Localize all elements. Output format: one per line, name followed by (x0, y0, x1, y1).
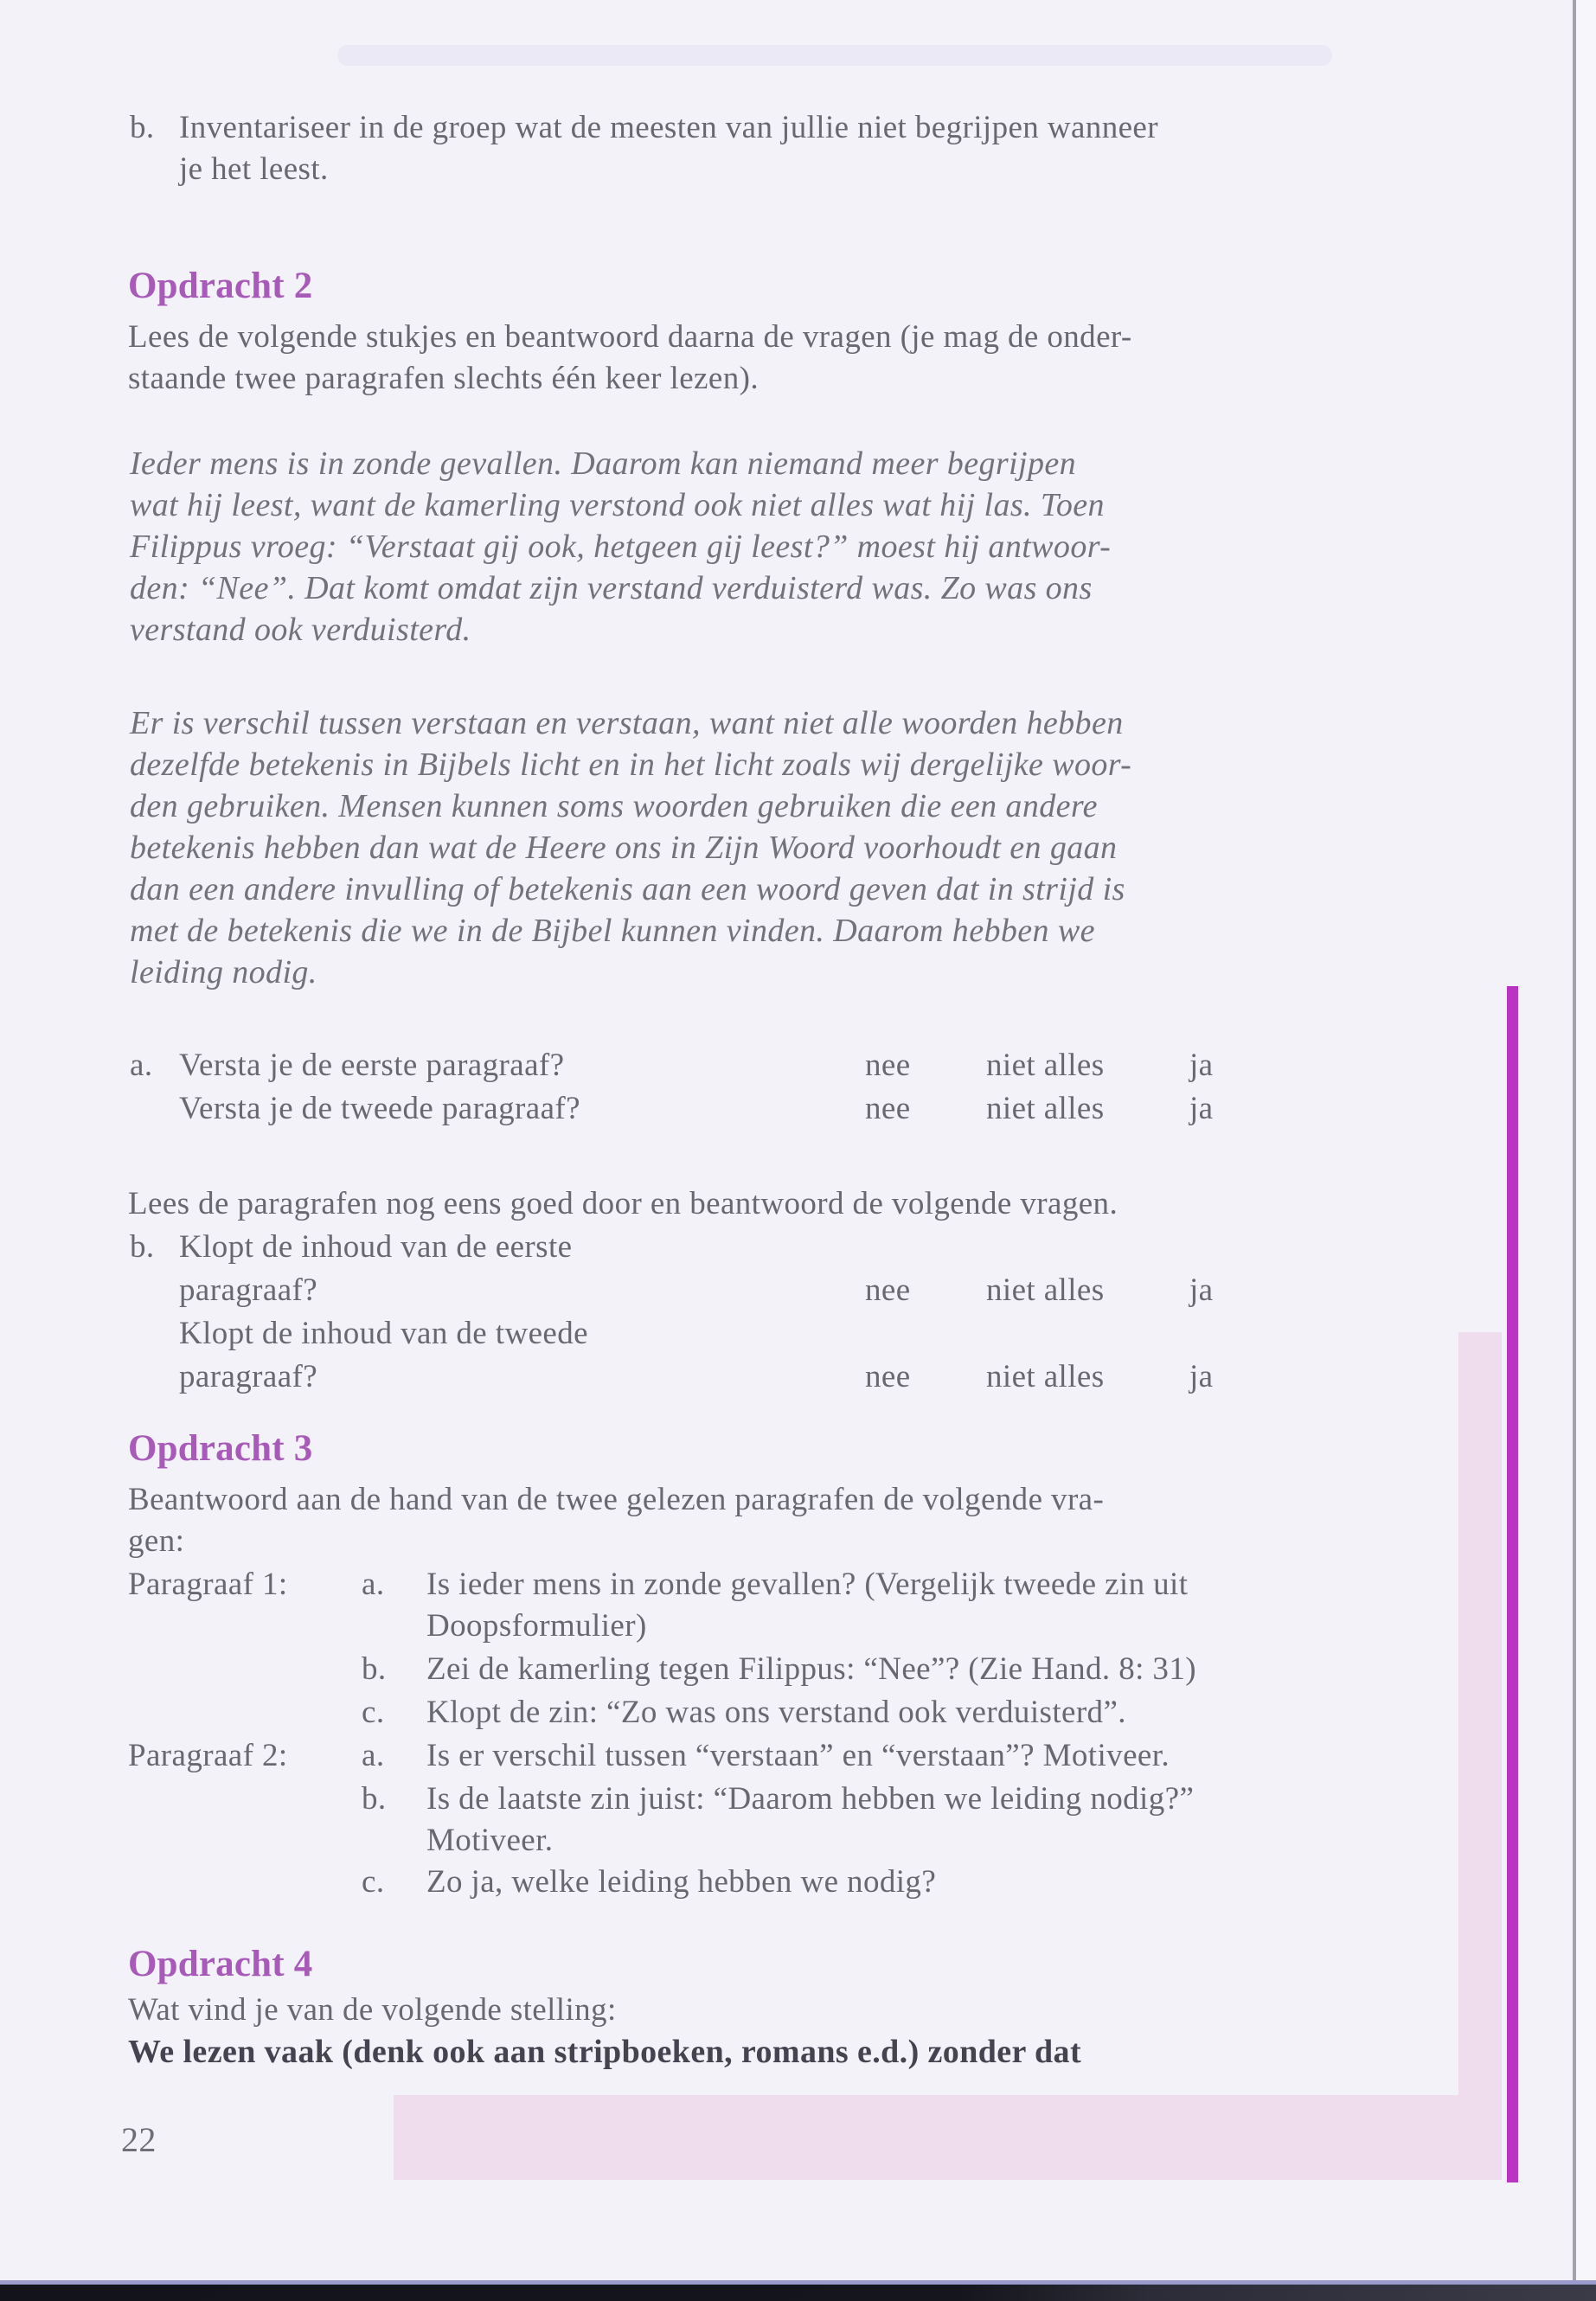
quote-line: leiding nodig. (130, 954, 317, 990)
answer-option-nee: nee (865, 1091, 911, 1126)
quote-line: verstand ook verduisterd. (130, 612, 471, 648)
intro-item-line: Inventariseer in de groep wat de meesten van jullie niet begrijpen wanneer (179, 110, 1158, 145)
stelling-bold-line: We lezen vaak (denk ook aan stripboeken, romans e.d.) zonder dat (128, 2034, 1081, 2070)
list-letter: c. (362, 1695, 385, 1730)
question-text: Versta je de eerste paragraaf? (179, 1048, 565, 1083)
answer-option-nee: nee (865, 1359, 911, 1394)
paragraph-line: Lees de paragrafen nog eens goed door en beantwoord de volgende vragen. (128, 1186, 1118, 1221)
list-marker: a. (130, 1048, 153, 1083)
page-number: 22 (121, 2120, 157, 2159)
page-edge-shadow (1573, 0, 1576, 2285)
paragraph-line: Wat vind je van de volgende stelling: (128, 1992, 617, 2028)
question-text: Klopt de zin: “Zo was ons verstand ook verduisterd”. (426, 1695, 1126, 1730)
pink-band-vertical (1458, 1332, 1502, 2180)
paragraaf-label: Paragraaf 1: (128, 1567, 288, 1602)
answer-option-niet-alles: niet alles (986, 1048, 1105, 1083)
paragraaf-label: Paragraaf 2: (128, 1738, 288, 1773)
question-text: Motiveer. (426, 1823, 554, 1858)
quote-line: dan een andere invulling of betekenis aan een woord geven dat in strijd is (130, 871, 1125, 907)
answer-option-nee: nee (865, 1048, 911, 1083)
intro-item-line: je het leest. (179, 151, 329, 187)
question-text: paragraaf? (179, 1272, 318, 1308)
question-text: Klopt de inhoud van de tweede (179, 1316, 588, 1351)
answer-option-ja: ja (1189, 1272, 1214, 1308)
quote-line: Ieder mens is in zonde gevallen. Daarom kan niemand meer begrijpen (130, 445, 1077, 482)
list-letter: c. (362, 1864, 385, 1900)
answer-option-niet-alles: niet alles (986, 1359, 1105, 1394)
quote-line: Er is verschil tussen verstaan en verstaan, want niet alle woorden hebben (130, 705, 1124, 741)
section-title-opdracht-4: Opdracht 4 (128, 1944, 313, 1984)
quote-line: wat hij leest, want de kamerling verstond ook niet alles wat hij las. Toen (130, 487, 1105, 523)
list-letter: a. (362, 1567, 385, 1602)
paragraph-line: Lees de volgende stukjes en beantwoord daarna de vragen (je mag de onder- (128, 319, 1132, 355)
list-letter: b. (362, 1781, 387, 1817)
quote-line: dezelfde betekenis in Bijbels licht en in het licht zoals wij dergelijke woor- (130, 747, 1132, 783)
quote-line: met de betekenis die we in de Bijbel kunnen vinden. Daarom hebben we (130, 913, 1095, 949)
list-letter: b. (362, 1651, 387, 1687)
question-text: Klopt de inhoud van de eerste (179, 1229, 573, 1265)
quote-line: den: “Nee”. Dat komt omdat zijn verstand verduisterd was. Zo was ons (130, 570, 1093, 606)
quote-line: den gebruiken. Mensen kunnen soms woorden gebruiken die een andere (130, 788, 1098, 824)
question-text: Is ieder mens in zonde gevallen? (Vergelijk tweede zin uit (426, 1567, 1189, 1602)
answer-option-niet-alles: niet alles (986, 1272, 1105, 1308)
question-text: Is de laatste zin juist: “Daarom hebben we leiding nodig?” (426, 1781, 1195, 1817)
paragraph-line: Beantwoord aan de hand van de twee gelezen paragrafen de volgende vra- (128, 1482, 1105, 1517)
section-title-opdracht-3: Opdracht 3 (128, 1428, 313, 1469)
list-marker: b. (130, 1229, 155, 1265)
question-text: Zo ja, welke leiding hebben we nodig? (426, 1864, 937, 1900)
pink-band-horizontal (394, 2095, 1502, 2180)
question-text: Doopsformulier) (426, 1608, 647, 1644)
page-edge-margin (1576, 0, 1596, 2285)
answer-option-niet-alles: niet alles (986, 1091, 1105, 1126)
answer-option-ja: ja (1189, 1048, 1214, 1083)
paragraph-line: staande twee paragrafen slechts één keer lezen). (128, 361, 759, 396)
list-letter: a. (362, 1738, 385, 1773)
question-text: paragraaf? (179, 1359, 318, 1394)
quote-line: betekenis hebben dan wat de Heere ons in Zijn Woord voorhoudt en gaan (130, 830, 1118, 866)
question-text: Zei de kamerling tegen Filippus: “Nee”? (Zie Hand. 8: 31) (426, 1651, 1196, 1687)
answer-option-nee: nee (865, 1272, 911, 1308)
paragraph-line: gen: (128, 1523, 185, 1559)
section-title-opdracht-2: Opdracht 2 (128, 266, 313, 306)
answer-option-ja: ja (1189, 1359, 1214, 1394)
question-text: Is er verschil tussen “verstaan” en “verstaan”? Motiveer. (426, 1738, 1170, 1773)
scan-smudge (337, 45, 1332, 66)
question-text: Versta je de tweede paragraaf? (179, 1091, 580, 1126)
list-marker: b. (130, 110, 155, 145)
magenta-accent-bar (1507, 986, 1518, 2182)
quote-line: Filippus vroeg: “Verstaat gij ook, hetgeen gij leest?” moest hij antwoor- (130, 529, 1112, 565)
answer-option-ja: ja (1189, 1091, 1214, 1126)
bottom-binding-strip (0, 2285, 1596, 2301)
